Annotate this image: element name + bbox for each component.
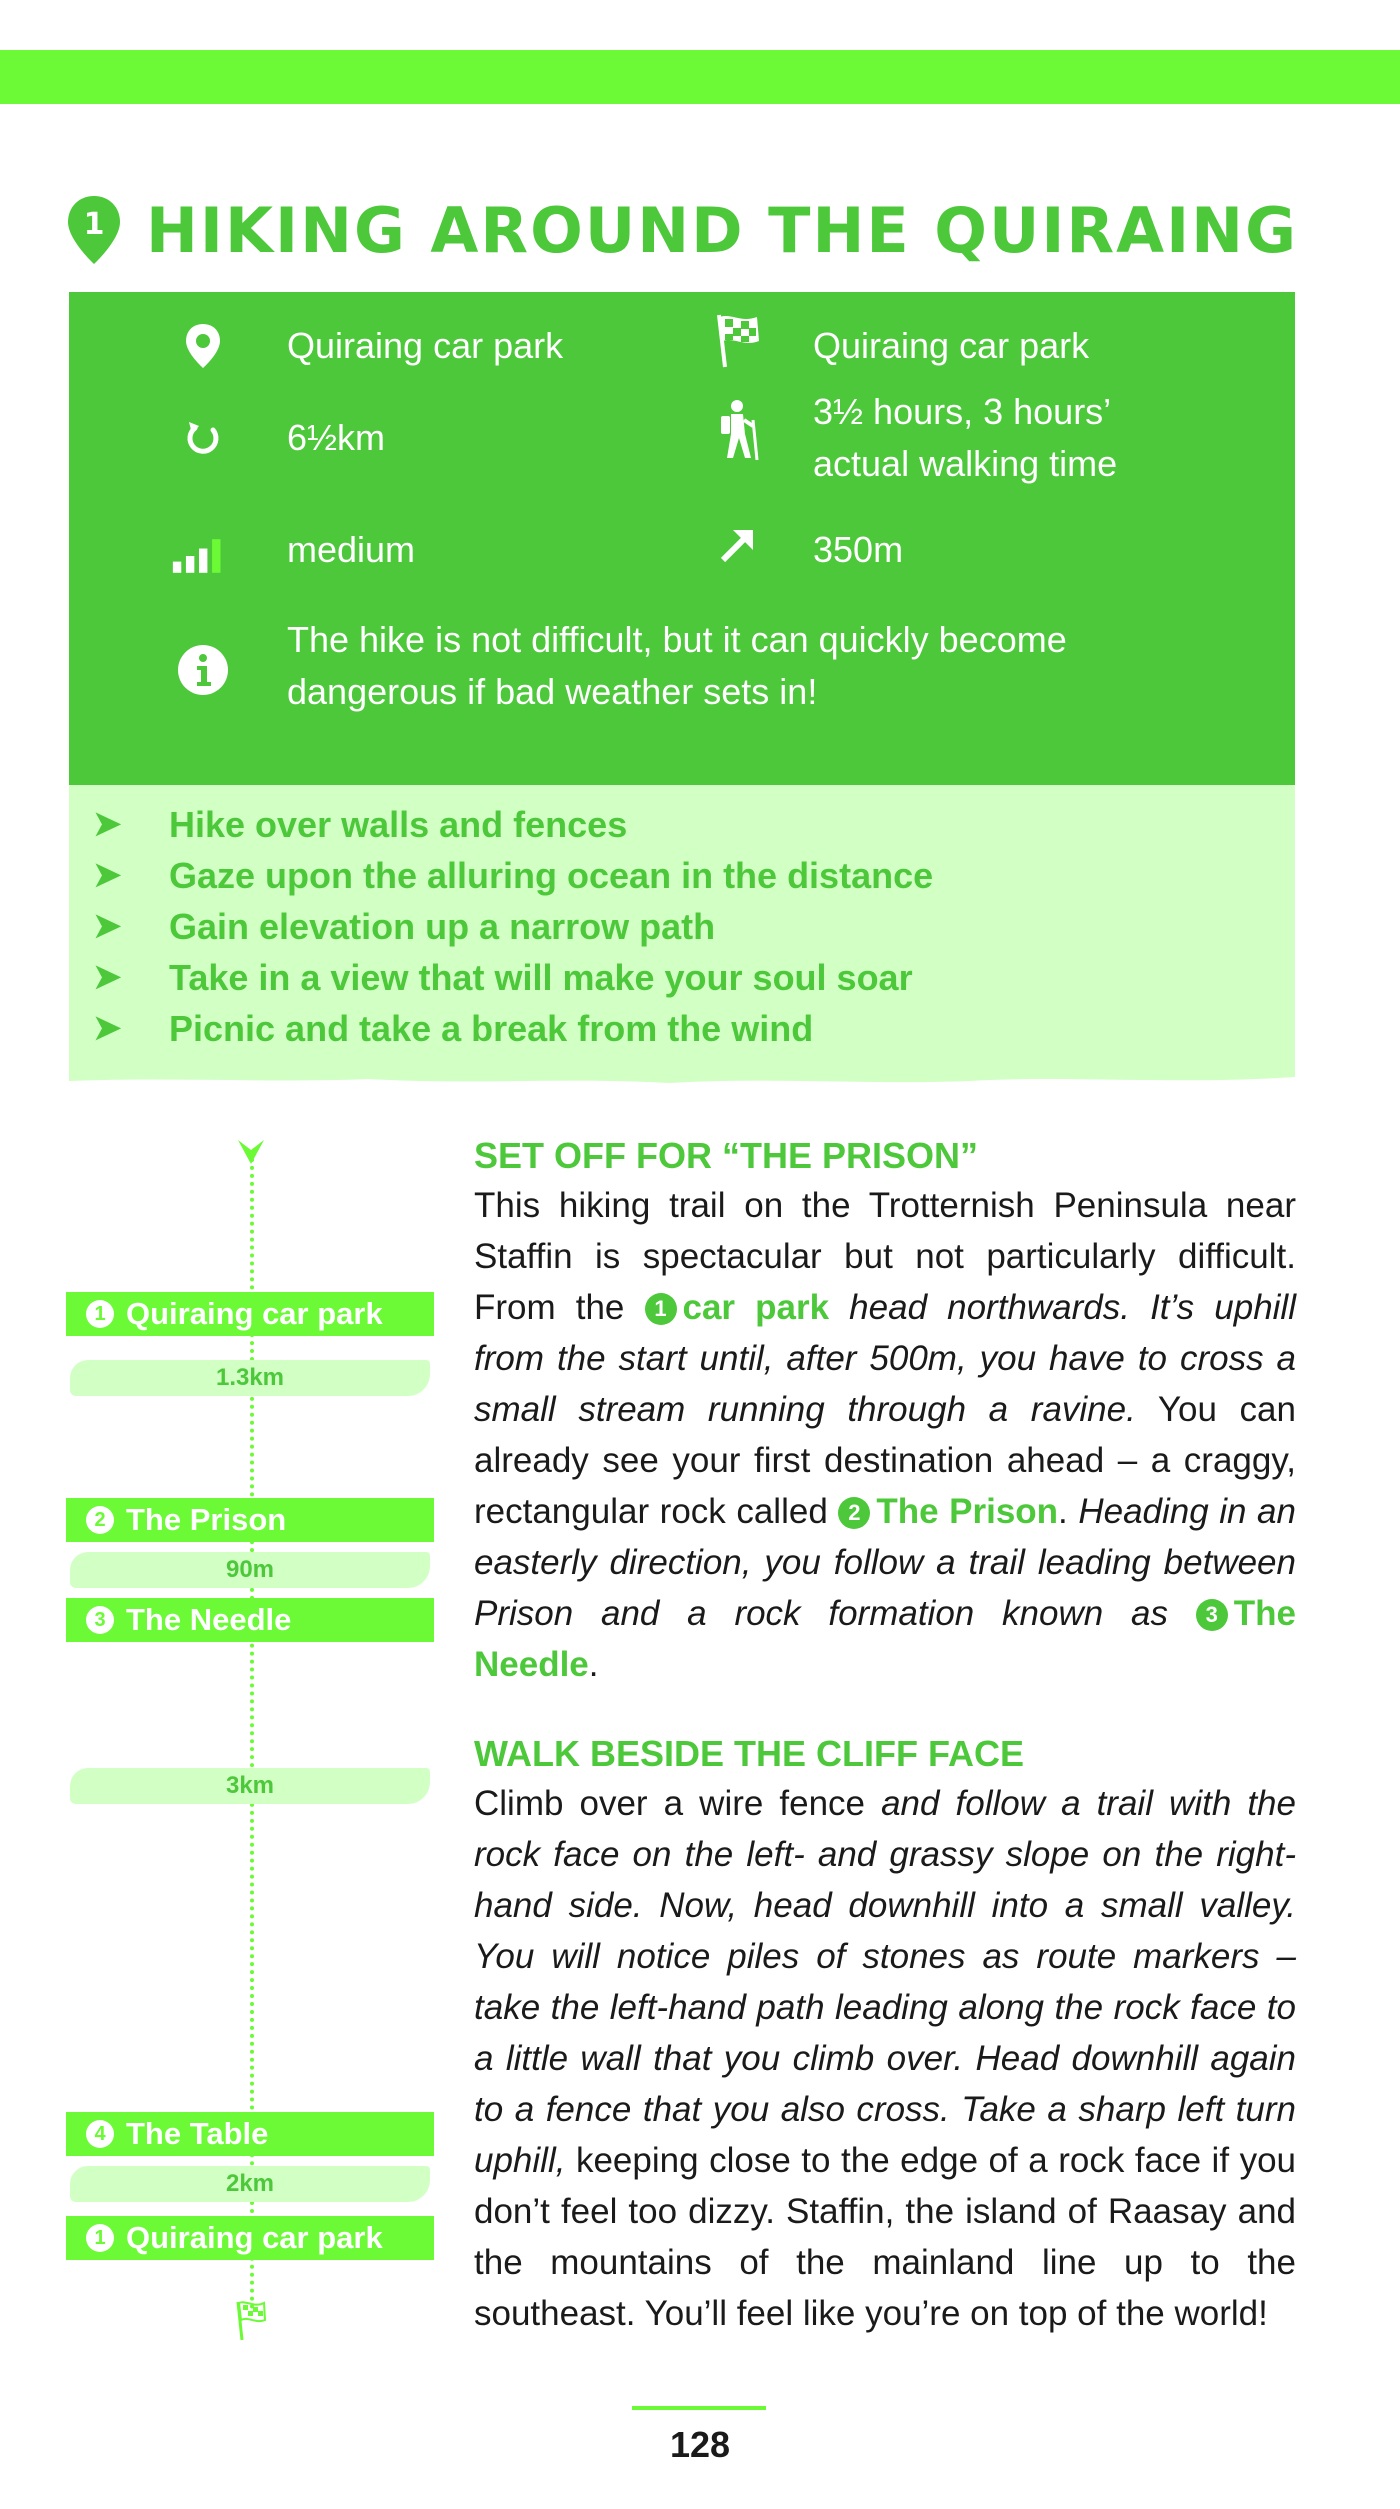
location-pin-icon [175,318,231,374]
arrow-bullet-icon: ➤ [93,1009,122,1047]
route-distance: 2km [70,2162,430,2206]
section-heading: SET OFF FOR “THE PRISON” [474,1135,979,1176]
start-location: Quiraing car park [287,325,564,366]
hiker-icon [709,402,765,458]
route-description [474,1132,1296,2339]
note-line-2: dangerous if bad weather sets in! [287,671,818,712]
arrow-bullet-icon: ➤ [93,805,122,843]
route-distance: 3km [70,1764,430,1808]
duration-line-2: actual walking time [813,443,1118,484]
route-distance: 1.3km [70,1356,430,1400]
highlights-box [69,785,1295,1077]
finish-flag-icon [232,2298,268,2342]
note-line-1: The hike is not difficult, but it can quickly become [287,619,1067,660]
page-title [66,190,1298,270]
highlights-list [69,785,1295,1054]
arrow-bullet-icon: ➤ [93,907,122,945]
loop-icon [175,410,231,466]
elevation-value: 350m [813,529,904,570]
section-paragraph: Climb over a wire fence and follow a trail with the rock face on the left- and grassy slope on the right-hand side. Now, head downhill into a small valley. You will notice piles of stones as route markers – take the left-hand path leading along the rock face to a little wall that you climb over. Head downhill again to a fence that you also cross. Take a sharp left turn uphill, keeping close to the edge of a rock face if you don’t feel too dizzy. Staffin, the island of Raasay and the mountains of the mainland line up to the southeast. You’ll feel like you’re on top of the world! [474,1784,1296,2333]
list-item: ➤ Gaze upon the alluring ocean in the distance [69,850,1295,901]
route-stop: 2 The Prison [66,1498,434,1542]
info-icon [175,642,231,698]
info-box [69,292,1295,785]
page-number: 128 [669,2424,731,2465]
hike-note [287,614,1067,718]
torn-edge [69,1073,1295,1087]
top-accent-bar [0,50,1400,104]
route-stop: 1 Quiraing car park [66,2216,434,2260]
difficulty-value: medium [287,529,416,570]
arrow-bullet-icon: ➤ [93,856,122,894]
route-stop: 1 Quiraing car park [66,1292,434,1336]
signal-bars-icon [171,528,227,584]
route-stop: 3 The Needle [66,1598,434,1642]
section-heading: WALK BESIDE THE CLIFF FACE [474,1733,1025,1774]
route-diagram [0,1120,450,2360]
numbered-pin-icon [66,194,122,266]
duration [813,386,1117,490]
distance-value: 6½km [287,417,386,458]
title-number: 1 [83,207,105,242]
route-stop: 4 The Table [66,2112,434,2156]
duration-line-1: 3½ hours, 3 hours’ [813,391,1112,432]
finish-location: Quiraing car park [813,325,1090,366]
list-item: ➤ Hike over walls and fences [69,799,1295,850]
route-distance: 90m [70,1548,430,1592]
title-text: HIKING AROUND THE QUIRAING [146,193,1298,267]
list-item: ➤ Picnic and take a break from the wind [69,1003,1295,1054]
list-item: ➤ Take in a view that will make your soul soar [69,952,1295,1003]
checkered-flag-icon [709,312,765,368]
list-item: ➤ Gain elevation up a narrow path [69,901,1295,952]
section-paragraph: This hiking trail on the Trotternish Peninsula near Staffin is spectacular but not particularly difficult. From the 1 car park head northwards. It’s uphill from the start until, after 500m, you have to cross a small stream running through a ravine. You can already see your first destination ahead – a craggy, rectangular rock called 2 The Prison. Heading in an easterly direction, you follow a trail leading between Prison and a rock formation known as 3 The Needle. [474,1186,1296,1684]
page-number-rule [632,2406,766,2410]
arrow-up-right-icon [709,518,765,574]
arrow-bullet-icon: ➤ [93,958,122,996]
